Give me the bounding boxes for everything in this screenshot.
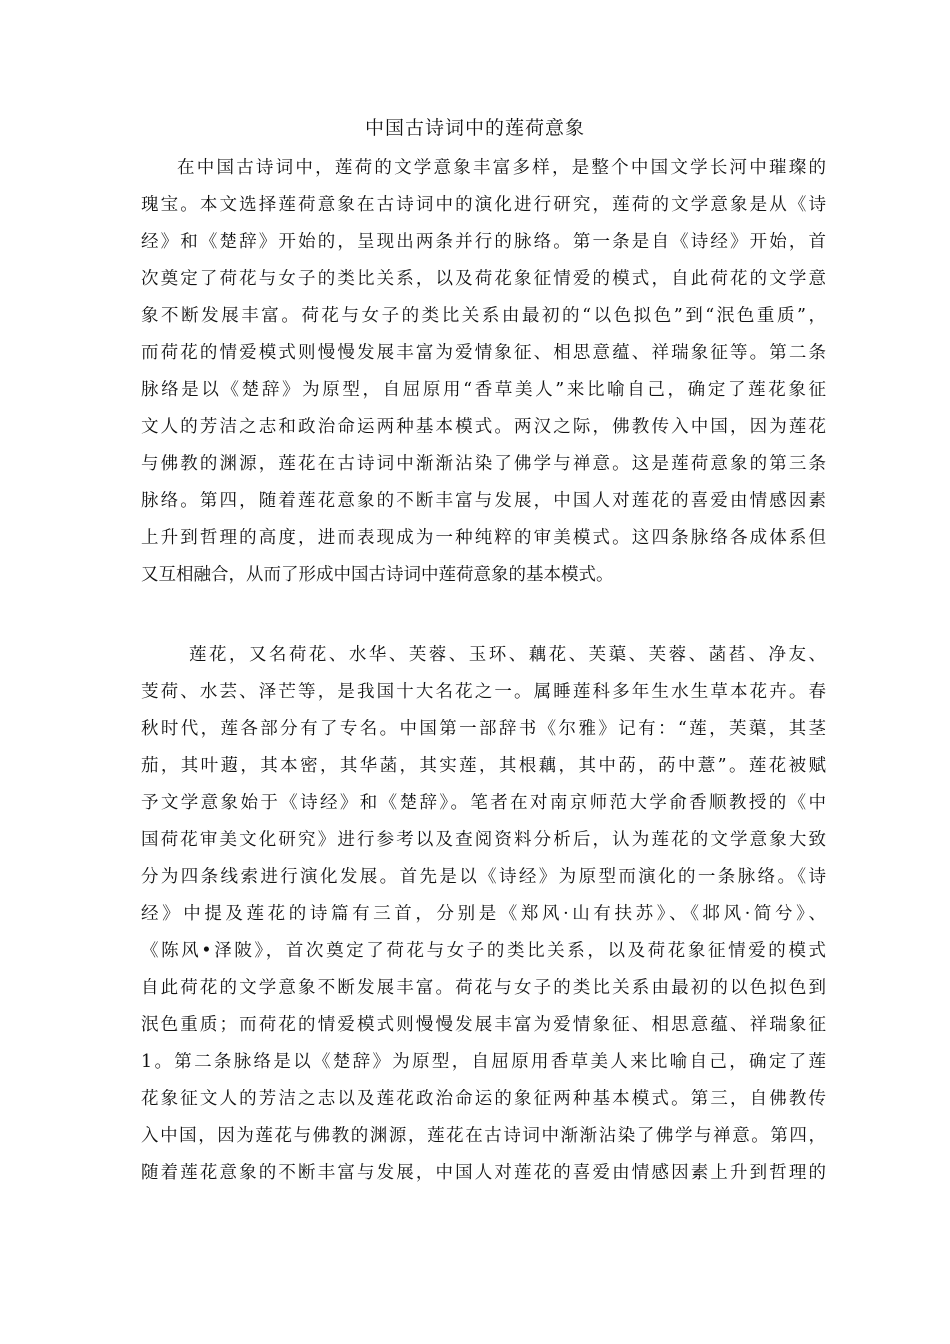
paragraph-1-line-7: 脉络是以《楚辞》为原型，自屈原用“香草美人”来比喻自己，确定了莲花象征 — [141, 380, 826, 400]
paragraph-2-line-1: 莲花，又名荷花、水华、芙蓉、玉环、藕花、芙蕖、芙蓉、菡萏、净友、 — [189, 645, 826, 665]
paragraph-2-line-10: 自此荷花的文学意象不断发展丰富。荷花与女子的类比关系由最初的以色拟色到 — [141, 978, 826, 998]
paragraph-1-line-11: 上升到哲理的高度，进而表现成为一种纯粹的审美模式。这四条脉络各成体系但 — [141, 528, 826, 548]
paragraph-2-line-2: 芰荷、水芸、泽芒等，是我国十大名花之一。属睡莲科多年生水生草本花卉。春 — [141, 682, 826, 702]
paragraph-1-line-10: 脉络。第四，随着莲花意象的不断丰富与发展，中国人对莲花的喜爱由情感因素 — [141, 491, 826, 511]
paragraph-2-line-15: 随着莲花意象的不断丰富与发展，中国人对莲花的喜爱由情感因素上升到哲理的 — [141, 1163, 826, 1183]
paragraph-2-line-4: 茄，其叶蕸，其本密，其华菡，其实莲，其根藕，其中菂，菂中薏”。莲花被赋 — [141, 756, 826, 776]
paragraph-1-line-8: 文人的芳洁之志和政治命运两种基本模式。两汉之际，佛教传入中国，因为莲花 — [141, 417, 826, 437]
paragraph-2-line-7: 分为四条线索进行演化发展。首先是以《诗经》为原型而演化的一条脉络。《诗 — [141, 867, 826, 887]
paragraph-1-line-3: 经》和《楚辞》开始的，呈现出两条并行的脉络。第一条是自《诗经》开始，首 — [141, 232, 826, 252]
paragraph-2-line-3: 秋时代，莲各部分有了专名。中国第一部辞书《尔雅》记有：“莲，芙蕖，其茎 — [141, 719, 826, 739]
paragraph-2-line-11: 泯色重质；而荷花的情爱模式则慢慢发展丰富为爱情象征、相思意蕴、祥瑞象征 — [141, 1015, 826, 1035]
paragraph-1-line-5: 象不断发展丰富。荷花与女子的类比关系由最初的“以色拟色”到“泯色重质”， — [141, 306, 826, 326]
document-title: 中国古诗词中的莲荷意象 — [364, 117, 585, 139]
paragraph-2-line-8: 经》中提及莲花的诗篇有三首，分别是《郑风·山有扶苏》、《邶风·简兮》、 — [141, 904, 826, 924]
paragraph-1-line-4: 次奠定了荷花与女子的类比关系，以及荷花象征情爱的模式，自此荷花的文学意 — [141, 269, 826, 289]
paragraph-2-line-6: 国荷花审美文化研究》进行参考以及查阅资料分析后，认为莲花的文学意象大致 — [141, 830, 826, 850]
paragraph-2-line-5: 予文学意象始于《诗经》和《楚辞》。笔者在对南京师范大学俞香顺教授的《中 — [141, 793, 826, 813]
paragraph-2-line-9: 《陈风•泽陂》，首次奠定了荷花与女子的类比关系，以及荷花象征情爱的模式 — [141, 941, 826, 961]
paragraph-1-line-12: 又互相融合，从而了形成中国古诗词中莲荷意象的基本模式。 — [141, 565, 614, 585]
paragraph-1-line-1: 在中国古诗词中，莲荷的文学意象丰富多样，是整个中国文学长河中璀璨的 — [177, 158, 826, 178]
paragraph-2-line-13: 花象征文人的芳洁之志以及莲花政治命运的象征两种基本模式。第三，自佛教传 — [141, 1089, 826, 1109]
paragraph-1-line-6: 而荷花的情爱模式则慢慢发展丰富为爱情象征、相思意蕴、祥瑞象征等。第二条 — [141, 343, 826, 363]
paragraph-1-line-2: 瑰宝。本文选择莲荷意象在古诗词中的演化进行研究，莲荷的文学意象是从《诗 — [141, 195, 826, 215]
paragraph-2-line-14: 入中国，因为莲花与佛教的渊源，莲花在古诗词中渐渐沾染了佛学与禅意。第四， — [141, 1126, 826, 1146]
paragraph-2-line-12: 1。第二条脉络是以《楚辞》为原型，自屈原用香草美人来比喻自己，确定了莲 — [141, 1052, 826, 1072]
paragraph-1-line-9: 与佛教的渊源，莲花在古诗词中渐渐沾染了佛学与禅意。这是莲荷意象的第三条 — [141, 454, 826, 474]
